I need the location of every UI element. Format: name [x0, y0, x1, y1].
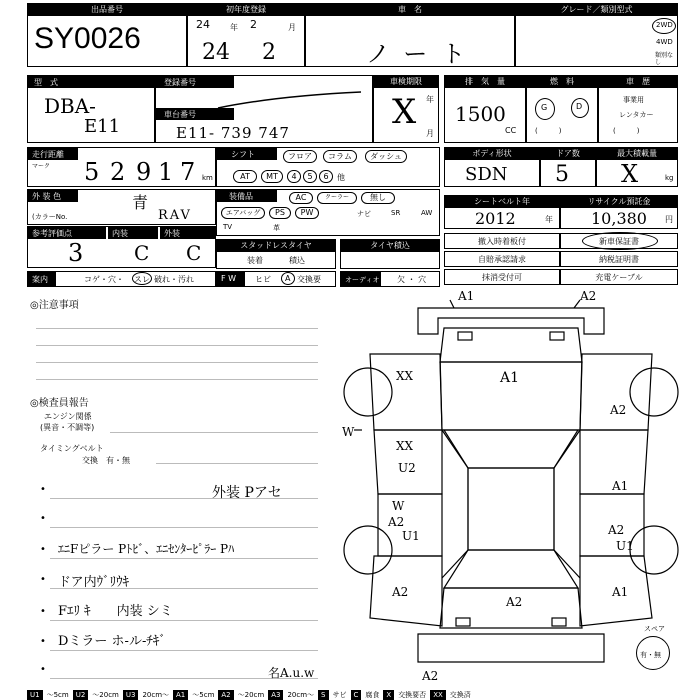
engine-sub: (異音・不調等) — [40, 423, 95, 432]
btn-new-warranty: 新車保証書 — [560, 233, 678, 249]
shift-label: シフト — [231, 150, 255, 159]
color-no-label: (カラーNo. — [32, 213, 68, 221]
equip-cooler: クーラー — [317, 192, 357, 204]
legend-a3: A3 — [268, 690, 283, 700]
model-value-2: E11 — [84, 116, 121, 137]
mark-front-bumper: A2 — [580, 289, 597, 303]
seatbelt-box — [444, 195, 560, 229]
inspection-box — [373, 75, 439, 143]
history-business: 事業用 — [623, 96, 644, 104]
wheel-rear-right — [630, 526, 678, 574]
drive-none: 類別なし — [655, 52, 674, 66]
seatbelt-value: 2012 — [475, 209, 516, 228]
doors-box — [540, 147, 596, 187]
model-label: 型 式 — [34, 78, 58, 87]
interior-value: C — [134, 241, 150, 265]
left-front-fender — [370, 354, 442, 430]
displacement-box — [444, 75, 526, 143]
note-2: ｴﾆFピラー Pﾄﾋﾞ、ｴﾆｾﾝﾀｰﾋﾟﾗｰ Pﾊ — [58, 542, 235, 556]
caution-line-2 — [36, 345, 318, 346]
equip-airbag: エアバッグ — [221, 207, 265, 219]
recycle-label: リサイクル預託金 — [561, 196, 677, 208]
note-1: 外装 Pアセ — [212, 485, 282, 501]
bullet-5: • — [40, 606, 46, 617]
equip-ps: PS — [269, 207, 291, 219]
capacity-label: 最大積載量 — [597, 148, 677, 160]
legend-a2: A2 — [218, 690, 233, 700]
inspection-month-unit: 月 — [426, 129, 434, 138]
legend-u2-desc: ～20cm — [92, 691, 119, 699]
registration-box — [155, 75, 373, 143]
reg-month-hand: 2 — [262, 40, 276, 65]
history-rental: レンタカー — [619, 111, 654, 119]
legend-a3-desc: 20cm～ — [287, 691, 315, 699]
interior-label: 内装 — [112, 229, 128, 238]
legend-c-desc: 腐食 — [365, 691, 380, 699]
exterior-label: 外装 — [164, 229, 180, 238]
shift-4: 4 — [287, 170, 301, 183]
inspector-title: ◎検査員報告 — [30, 398, 89, 409]
bullet-1: • — [40, 484, 46, 495]
equip-ac: AC — [289, 192, 313, 204]
shift-other: 他 — [337, 173, 345, 182]
mark-right-rear-fender: A1 — [612, 585, 629, 599]
timing-line — [156, 463, 318, 464]
wheel-front-left — [344, 368, 392, 416]
studless-box — [216, 239, 336, 269]
equip-sr: SR — [391, 209, 401, 217]
reg-month-unit: 月 — [288, 23, 296, 32]
legend-s-desc: サビ — [332, 691, 347, 699]
fuel-box — [526, 75, 598, 143]
caution-line-3 — [36, 362, 318, 363]
mark-hood: A1 — [458, 289, 475, 303]
mark-left-rear-a2: A2 — [388, 515, 405, 529]
first-registration-box — [187, 3, 305, 67]
legend-u1: U1 — [27, 690, 43, 700]
bullet-6: • — [40, 636, 46, 647]
lot-number-value: SY0026 — [34, 22, 141, 55]
bullet-4: • — [40, 574, 46, 585]
headlight-right — [550, 332, 564, 340]
spare-value: 有・無 — [640, 651, 661, 659]
mark-left-door-xx: XX — [396, 439, 414, 453]
inspection-value: X — [392, 92, 417, 132]
guide-items: コゲ・穴・ — [84, 275, 124, 284]
seatbelt-label: シートベルト年 — [445, 196, 559, 208]
shift-box — [216, 147, 440, 187]
history-box — [598, 75, 678, 143]
note-4: Fｴﾘ ｷ 内装 シミ — [58, 604, 173, 619]
seatbelt-unit: 年 — [545, 215, 553, 224]
car-name-label: 車 名 — [306, 4, 514, 16]
mark-rear-bumper: A2 — [422, 669, 439, 683]
exterior-value: C — [186, 241, 202, 265]
color-value: 青 — [132, 193, 149, 212]
reg-year-print: 24 — [196, 18, 210, 31]
fw-circle-text: A — [285, 274, 291, 283]
capacity-value: X — [621, 160, 639, 188]
mileage-mark: マーク — [32, 163, 51, 170]
fuel-d: D — [576, 102, 583, 111]
color-box — [27, 189, 216, 225]
body-type-label: ボディ形状 — [445, 148, 539, 160]
model-value-1: DBA- — [44, 94, 96, 118]
audio-box — [340, 271, 440, 287]
recycle-value: 10,380 — [591, 209, 647, 228]
legend-c: C — [351, 690, 362, 700]
model-box — [27, 75, 155, 143]
shift-dash: ダッシュ — [365, 150, 407, 163]
shift-column: コラム — [323, 150, 357, 163]
guide-box — [27, 271, 216, 287]
inspection-label: 車検期限 — [374, 76, 438, 88]
reg-year-unit: 年 — [230, 23, 238, 32]
drive-2wd: 2WD — [656, 21, 673, 29]
legend-x: X — [383, 690, 394, 700]
btn-arrival-board: 撤入時着板付 — [444, 233, 560, 249]
new-warranty-circle — [582, 232, 658, 250]
car-name-box — [305, 3, 515, 67]
history-label: 車 歴 — [599, 76, 677, 88]
note-3: ドア内ｳﾞﾘｳｷ — [58, 575, 130, 590]
color-label: 外 装 色 — [32, 192, 62, 201]
mileage-unit: km — [202, 174, 213, 182]
hood — [440, 328, 582, 362]
studless-fitted: 装着 — [247, 256, 263, 265]
first-registration-label: 初年度登録 — [188, 4, 304, 16]
legend-xx-desc: 交換済 — [449, 691, 471, 699]
fuel-parens: ( ) — [535, 127, 562, 135]
audio-options: 欠 ・ 穴 — [397, 275, 427, 284]
mark-left-rear-fender: A2 — [392, 585, 409, 599]
wheel-front-right — [630, 368, 678, 416]
equip-tv: TV — [223, 223, 233, 231]
doors-label: ドア数 — [541, 148, 595, 160]
score-value: 3 — [68, 239, 84, 267]
mark-left-door-u2: U2 — [398, 461, 416, 475]
legend-bar — [27, 690, 678, 700]
mark-right-door: A1 — [612, 479, 629, 493]
engine-label: エンジン関係 — [44, 412, 92, 421]
tire-load-label: タイヤ積込 — [341, 240, 439, 252]
mileage-digit-5: 7 — [180, 158, 196, 186]
equipment-box — [216, 189, 440, 236]
doors-value: 5 — [555, 162, 569, 187]
mark-trunk: A2 — [506, 595, 523, 609]
fw-hibi: ヒビ — [255, 275, 271, 284]
score-box — [27, 226, 216, 268]
equip-none: 無し — [361, 192, 395, 204]
equip-label: 装備品 — [229, 192, 253, 201]
equip-pw: PW — [295, 207, 319, 219]
headlight-left — [458, 332, 472, 340]
note-line-5 — [50, 620, 318, 621]
fw-replace: 交換要 — [297, 275, 321, 284]
btn-cancellation: 抹消受付可 — [444, 269, 560, 285]
car-name-value: ノート — [366, 40, 480, 68]
legend-a1-desc: ～5cm — [192, 691, 215, 699]
shift-mt: MT — [261, 170, 283, 183]
body-type-value: SDN — [465, 164, 508, 185]
taillight-left — [456, 618, 470, 626]
signature: 名A.u.w — [268, 666, 315, 680]
mileage-digit-4: 1 — [158, 158, 174, 186]
color-no-value: RAV — [158, 208, 192, 223]
mileage-box — [27, 147, 216, 187]
displacement-unit: CC — [505, 126, 517, 135]
legend-u3: U3 — [123, 690, 139, 700]
btn-tax-cert: 納税証明書 — [560, 251, 678, 267]
legend-u3-desc: 20cm～ — [142, 691, 170, 699]
reg-month-print: 2 — [250, 18, 257, 31]
inspection-year-unit: 年 — [426, 95, 434, 104]
shift-at: AT — [233, 170, 257, 183]
chassis-value: E11- 739 747 — [176, 124, 290, 142]
note-line-6 — [50, 650, 318, 651]
shift-floor: フロア — [283, 150, 317, 163]
mileage-digit-2: 2 — [110, 158, 126, 186]
rear-window — [444, 550, 578, 588]
studless-loaded: 積込 — [289, 256, 305, 265]
body-type-box — [444, 147, 540, 187]
grade-box — [515, 3, 678, 67]
mileage-label: 走行距離 — [32, 150, 64, 159]
guide-circle-text: スレ — [134, 275, 150, 284]
mark-left-rear-u1: U1 — [402, 529, 420, 543]
recycle-unit: 円 — [665, 215, 673, 224]
caution-line-1 — [36, 328, 318, 329]
note-line-2 — [50, 527, 318, 528]
spare-label: スペア — [644, 625, 665, 633]
guide-label: 案内 — [32, 275, 48, 284]
mark-right-rear-u1: U1 — [616, 539, 634, 553]
timing-sub: 交換 有・無 — [82, 456, 130, 465]
legend-u2: U2 — [73, 690, 89, 700]
score-label: 参考評価点 — [32, 229, 72, 238]
mark-roof: A1 — [500, 370, 520, 386]
shift-5: 5 — [303, 170, 317, 183]
legend-a1: A1 — [173, 690, 188, 700]
legend-s: S — [318, 690, 328, 700]
equip-aw: AW — [421, 209, 433, 217]
equip-navi: ナビ — [357, 210, 371, 218]
capacity-box — [596, 147, 678, 187]
right-front-fender — [580, 354, 652, 430]
equip-leather: 革 — [273, 224, 280, 232]
legend-u1-desc: ～5cm — [46, 691, 69, 699]
fuel-g: G — [541, 103, 548, 112]
mark-left-rear-w: W — [392, 499, 405, 513]
shift-6: 6 — [319, 170, 333, 183]
engine-line — [110, 432, 318, 433]
legend-xx: XX — [430, 690, 446, 700]
mileage-digit-1: 5 — [84, 158, 100, 186]
tire-load-box — [340, 239, 440, 269]
studless-label: スタッドレスタイヤ — [217, 240, 335, 252]
bullet-2: • — [40, 513, 46, 524]
reg-no-label: 登録番号 — [164, 78, 196, 87]
recycle-box — [560, 195, 678, 229]
audio-label: オーディオ — [345, 276, 380, 284]
mark-right-rear-a2: A2 — [608, 523, 625, 537]
rear-bumper — [418, 634, 604, 662]
fuel-label: 燃 料 — [527, 76, 597, 88]
chassis-label: 車台番号 — [164, 110, 196, 119]
btn-liability: 自賠承認請求 — [444, 251, 560, 267]
bullet-3: • — [40, 544, 46, 555]
timing-label: タイミングベルト — [40, 444, 104, 453]
note-5: Dミラー ホ-ル-ﾁｷﾞ — [58, 634, 166, 649]
grade-label: グレード／類別型式 — [516, 4, 677, 16]
btn-charge-cable: 充電ケーブル — [560, 269, 678, 285]
mark-left-fender: XX — [396, 369, 414, 383]
legend-x-desc: 交換要否 — [398, 691, 427, 699]
guide-items2: 破れ・汚れ — [154, 275, 194, 284]
car-diagram — [334, 288, 684, 683]
history-parens: ( ) — [613, 127, 640, 135]
lot-number-box — [27, 3, 187, 67]
lot-number-label: 出品番号 — [28, 4, 186, 16]
drive-4wd: 4WD — [656, 38, 673, 46]
fw-box — [216, 271, 336, 287]
note-line-3 — [50, 558, 318, 559]
mark-right-fender: A2 — [610, 403, 627, 417]
front-bumper — [418, 308, 604, 334]
caution-title: ◎注意事項 — [30, 300, 79, 311]
displacement-value: 1500 — [455, 102, 506, 126]
fw-label: F W — [221, 274, 237, 283]
wheel-rear-left — [344, 526, 392, 574]
reg-year-hand: 24 — [202, 40, 230, 65]
caution-line-4 — [36, 379, 318, 380]
roof — [468, 468, 554, 550]
reg-no-strike — [216, 90, 366, 110]
displacement-label: 排 気 量 — [445, 76, 525, 88]
mileage-digit-3: 9 — [136, 158, 152, 186]
legend-a2-desc: ～20cm — [237, 691, 265, 699]
capacity-unit: kg — [665, 174, 674, 182]
bullet-7: • — [40, 664, 46, 675]
mark-left-w: W — [342, 425, 355, 439]
taillight-right — [552, 618, 566, 626]
